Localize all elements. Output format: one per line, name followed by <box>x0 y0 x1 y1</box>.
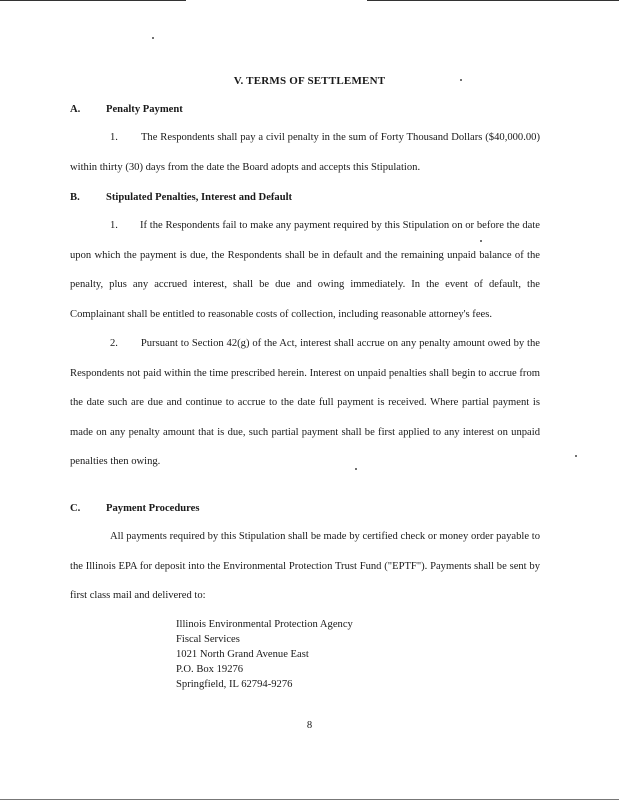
section-b-letter: B. <box>70 192 80 203</box>
scan-speck <box>575 455 577 457</box>
address-line: 1021 North Grand Avenue East <box>176 649 309 660</box>
address-line: Fiscal Services <box>176 634 240 645</box>
section-heading: V. TERMS OF SETTLEMENT <box>233 75 386 87</box>
section-c-body <box>70 522 540 611</box>
paragraph: 1. The Respondents shall pay a civil penalty in the sum of Forty Thousand Dollars ($40,000.00) within thirty (30) days from the date the Board adopts and accepts this Stipulation. <box>70 132 540 173</box>
section-a-title: Penalty Payment <box>106 104 183 115</box>
mailing-address <box>176 617 353 692</box>
section-c-letter: C. <box>70 503 81 514</box>
section-b-title: Stipulated Penalties, Interest and Default <box>106 192 293 203</box>
address-line: P.O. Box 19276 <box>176 664 244 675</box>
address-line: Springfield, IL 62794-9276 <box>176 679 293 690</box>
section-b-body <box>70 211 540 477</box>
section-c-title: Payment Procedures <box>106 503 200 514</box>
paragraph: 2. Pursuant to Section 42(g) of the Act, interest shall accrue on any penalty amount owed by the Respondents not paid within the time prescribed herein. Interest on unpaid penalties shall begin to accrue from the date such are due and continue to accrue to the date full payment is received. Where partial payment is made on any penalty amount that is due, such partial payment shall be first applied to any interest on unpaid penalties then owing. <box>70 338 540 467</box>
section-a-letter: A. <box>70 104 81 115</box>
paragraph: 1. If the Respondents fail to make any payment required by this Stipulation on or before the date upon which the payment is due, the Respondents shall be in default and the remaining unpaid balance of the penalty, plus any accrued interest, shall be due and owing immediately. In the event of default, the Complainant shall be entitled to reasonable costs of collection, including reasonable attorney's fees. <box>70 220 540 320</box>
top-right-rule <box>367 0 619 1</box>
address-line: Illinois Environmental Protection Agency <box>176 619 353 630</box>
page-number: 8 <box>306 720 313 731</box>
scan-speck <box>152 37 154 39</box>
top-left-rule <box>0 0 186 1</box>
section-a-body <box>70 123 540 182</box>
paragraph: All payments required by this Stipulation shall be made by certified check or money order payable to the Illinois EPA for deposit into the Environmental Protection Trust Fund ("EPTF"). Payments shall be sent by first class mail and delivered to: <box>70 531 540 601</box>
